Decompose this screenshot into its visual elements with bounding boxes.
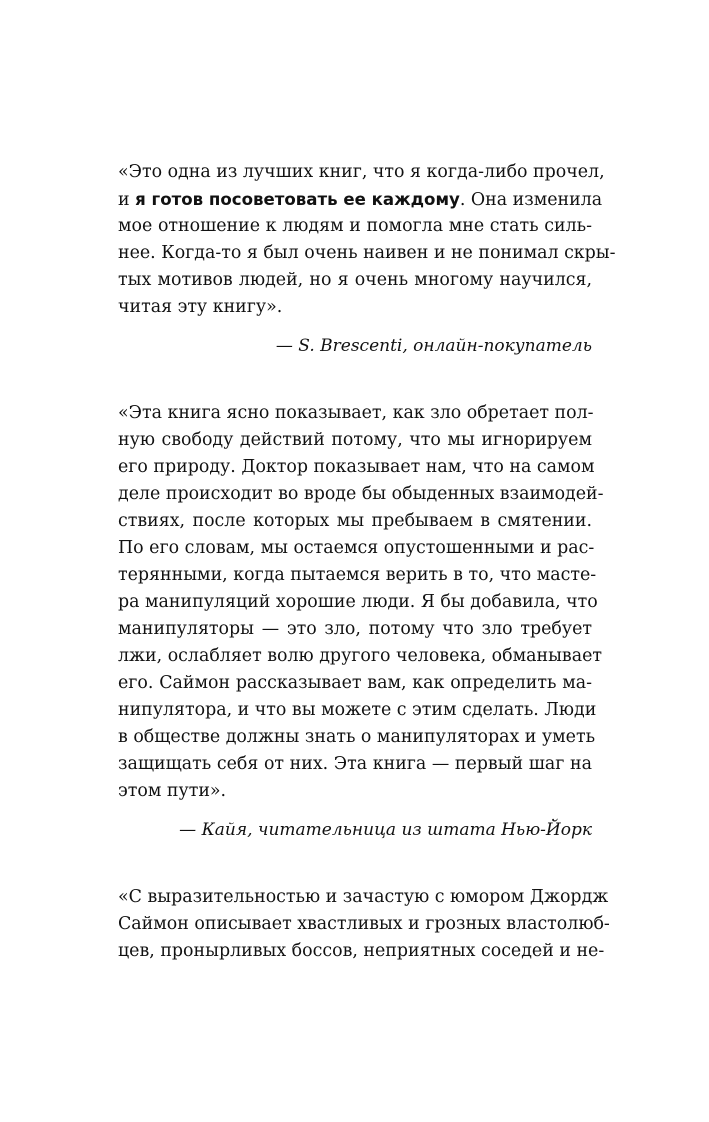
quote-3-line-1: «С выразительностью и зачастую с юмором Джордж bbox=[118, 887, 609, 907]
quote-1 bbox=[118, 159, 616, 321]
quote-2-line-2: ную свободу действий потому, что мы игнорируем bbox=[118, 430, 592, 450]
quote-2-line-6: По его словам, мы остаемся опустошенными и рас- bbox=[118, 538, 595, 558]
quote-1-line-2 bbox=[118, 186, 603, 213]
quote-1-bold-phrase: я готов посоветовать ее каждому bbox=[135, 190, 460, 209]
quote-1-line-1: «Это одна из лучших книг, что я когда-либо прочел, bbox=[118, 162, 605, 182]
quote-2-line-10: лжи, ослабляет волю другого человека, обманывает bbox=[118, 646, 603, 666]
quote-3 bbox=[118, 884, 610, 965]
quote-2-line-8: ра манипуляций хорошие люди. Я бы добавила, что bbox=[118, 592, 598, 612]
quote-2-line-4: деле происходит во вроде бы обыденных взаимодей- bbox=[118, 484, 604, 504]
quote-2-line-1: «Эта книга ясно показывает, как зло обретает пол- bbox=[118, 403, 594, 423]
quote-1-line-2-end: . Она изменила bbox=[459, 190, 603, 210]
quote-3-line-2: Саймон описывает хвастливых и грозных властолюб- bbox=[118, 914, 610, 934]
quote-2-line-13: в обществе должны знать о манипуляторах и уметь bbox=[118, 727, 596, 747]
quote-2-line-12: нипулятора, и что вы можете с этим сделать. Люди bbox=[118, 700, 597, 720]
quote-2-line-15: этом пути». bbox=[118, 781, 227, 801]
quote-1-line-2-start: и bbox=[118, 190, 136, 210]
quote-2-line-9: манипуляторы — это зло, потому что зло требует bbox=[118, 619, 592, 639]
quote-1-line-3: мое отношение к людям и помогла мне стать силь- bbox=[118, 216, 592, 236]
quote-2 bbox=[118, 400, 604, 805]
quote-2-line-14: защищать себя от них. Эта книга — первый шаг на bbox=[118, 754, 592, 774]
quote-1-attribution: — S. Brescenti, онлайн-покупатель bbox=[275, 336, 592, 356]
quote-2-line-3: его природу. Доктор показывает нам, что на самом bbox=[118, 457, 595, 477]
quote-2-attribution: — Кайя, читательница из штата Нью-Йорк bbox=[179, 820, 592, 840]
quote-1-line-6: читая эту книгу». bbox=[118, 297, 283, 317]
quote-2-line-7: терянными, когда пытаемся верить в то, что масте- bbox=[118, 565, 597, 585]
quote-1-line-5: тых мотивов людей, но я очень многому научился, bbox=[118, 270, 592, 290]
quote-3-line-3: цев, пронырливых боссов, неприятных соседей и не- bbox=[118, 941, 605, 961]
quote-1-line-4: нее. Когда-то я был очень наивен и не понимал скры- bbox=[118, 243, 616, 263]
quote-2-line-5: ствиях, после которых мы пребываем в смятении. bbox=[118, 511, 592, 531]
quote-2-line-11: его. Саймон рассказывает вам, как определить ма- bbox=[118, 673, 592, 693]
